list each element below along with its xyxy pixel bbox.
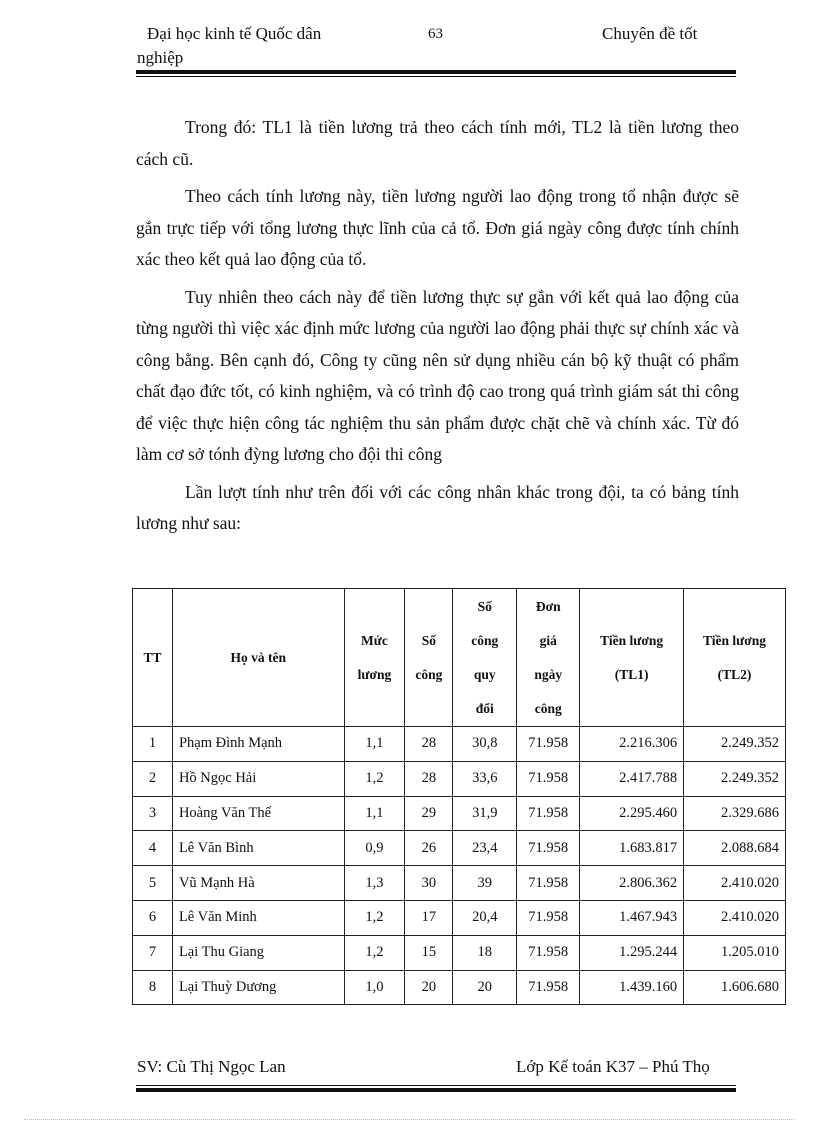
header-line: (TL2) xyxy=(717,666,752,682)
col-header-tl2 xyxy=(684,589,786,727)
cell-so-cong: 29 xyxy=(405,796,453,831)
paragraph: Theo cách tính lương này, tiền lương người lao động trong tổ nhận được sẽ gắn trực tiếp với tổng lương thực lĩnh của cả tổ. Đơn giá ngày công được tính chính xác theo kết quả lao động của tổ. xyxy=(136,186,739,269)
cell-tt: 5 xyxy=(133,866,173,901)
cell-muc-luong: 1,2 xyxy=(344,900,405,935)
cell-don-gia: 71.958 xyxy=(517,796,580,831)
cell-tl2: 2.410.020 xyxy=(684,900,786,935)
cell-tt: 1 xyxy=(133,727,173,762)
cell-tt: 8 xyxy=(133,970,173,1005)
header-line: công xyxy=(415,666,443,682)
footer-divider-thin xyxy=(136,1085,736,1086)
cell-so-cong: 17 xyxy=(405,900,453,935)
table-row xyxy=(133,727,786,762)
body-text xyxy=(136,112,739,546)
cell-tt: 7 xyxy=(133,935,173,970)
cell-name: Lê Văn Minh xyxy=(172,900,344,935)
header-line: quy xyxy=(473,666,496,682)
paragraph: Lần lượt tính như trên đối với các công nhân khác trong đội, ta có bảng tính lương như sau: xyxy=(136,481,739,533)
cell-name: Lại Thu Giang xyxy=(172,935,344,970)
cell-so-cong: 20 xyxy=(405,970,453,1005)
col-header-name: Họ và tên xyxy=(172,589,344,727)
cell-quy-doi: 39 xyxy=(453,866,517,901)
cell-quy-doi: 20,4 xyxy=(453,900,517,935)
cell-so-cong: 26 xyxy=(405,831,453,866)
cell-name: Lê Văn Bình xyxy=(172,831,344,866)
cell-tl2: 1.606.680 xyxy=(684,970,786,1005)
cell-name: Hồ Ngọc Hải xyxy=(172,761,344,796)
cell-tl2: 2.249.352 xyxy=(684,727,786,762)
cell-don-gia: 71.958 xyxy=(517,831,580,866)
header-line: Tiền lương xyxy=(703,632,767,648)
cell-quy-doi: 31,9 xyxy=(453,796,517,831)
cell-tt: 3 xyxy=(133,796,173,831)
cell-tl1: 2.216.306 xyxy=(580,727,684,762)
col-header-don-gia xyxy=(517,589,580,727)
cell-don-gia: 71.958 xyxy=(517,970,580,1005)
cell-tl1: 1.295.244 xyxy=(580,935,684,970)
header-thesis-type: Chuyên đề tốt xyxy=(602,24,698,43)
header-line: Số xyxy=(477,598,492,614)
cell-tl2: 2.410.020 xyxy=(684,866,786,901)
col-header-tt: TT xyxy=(133,589,173,727)
cell-don-gia: 71.958 xyxy=(517,761,580,796)
cell-tl1: 2.295.460 xyxy=(580,796,684,831)
header-line: (TL1) xyxy=(614,666,649,682)
header-line: Mức xyxy=(361,632,388,648)
table-row xyxy=(133,761,786,796)
header-line: đổi xyxy=(475,700,494,716)
header-university-cont: nghiệp xyxy=(137,48,184,67)
cell-name: Lại Thuỳ Dương xyxy=(172,970,344,1005)
cell-name: Vũ Mạnh Hà xyxy=(172,866,344,901)
table-header-row xyxy=(133,589,786,727)
header-line: ngày xyxy=(534,666,563,682)
cell-muc-luong: 1,0 xyxy=(344,970,405,1005)
cell-so-cong: 28 xyxy=(405,727,453,762)
header-left xyxy=(137,22,377,70)
table-row xyxy=(133,866,786,901)
cell-quy-doi: 20 xyxy=(453,970,517,1005)
header-line: công xyxy=(534,700,562,716)
header-line: lương xyxy=(357,666,392,682)
footer-student: SV: Cù Thị Ngọc Lan xyxy=(137,1057,286,1076)
cell-tt: 2 xyxy=(133,761,173,796)
footer-class: Lớp Kế toán K37 – Phú Thọ xyxy=(516,1057,710,1076)
cell-tl1: 1.683.817 xyxy=(580,831,684,866)
table-row xyxy=(133,970,786,1005)
cell-tl2: 2.329.686 xyxy=(684,796,786,831)
cell-don-gia: 71.958 xyxy=(517,727,580,762)
table-row xyxy=(133,900,786,935)
cell-muc-luong: 1,3 xyxy=(344,866,405,901)
header-line: công xyxy=(471,632,499,648)
table-row xyxy=(133,935,786,970)
cell-don-gia: 71.958 xyxy=(517,935,580,970)
col-header-so-cong-quy-doi xyxy=(453,589,517,727)
cell-tt: 4 xyxy=(133,831,173,866)
header-line: giá xyxy=(539,632,557,648)
cell-tl1: 1.439.160 xyxy=(580,970,684,1005)
header-divider xyxy=(136,70,736,74)
cell-name: Phạm Đình Mạnh xyxy=(172,727,344,762)
paragraph: Tuy nhiên theo cách này để tiền lương thực sự gắn với kết quả lao động của từng người thì việc xác định mức lương của người lao động phải thực sự chính xác và công bằng. Bên cạnh đó, Công ty cũng nên sử dụng nhiều cán bộ kỹ thuật có phẩm chất đạo đức tốt, có kinh nghiệm, và có trình độ cao trong quá trình giám sát thi công để việc thực hiện công tác nghiệm thu sản phẩm được chặt chẽ và chính xác. Từ đó làm cơ sở tónh đỳng lương cho đội thi công xyxy=(136,286,739,464)
cell-muc-luong: 1,1 xyxy=(344,727,405,762)
header-line: Tiền lương xyxy=(600,632,664,648)
cell-don-gia: 71.958 xyxy=(517,866,580,901)
footer-divider xyxy=(136,1088,736,1092)
cell-tl1: 2.417.788 xyxy=(580,761,684,796)
cell-tl1: 1.467.943 xyxy=(580,900,684,935)
cell-muc-luong: 0,9 xyxy=(344,831,405,866)
cell-muc-luong: 1,2 xyxy=(344,935,405,970)
cell-quy-doi: 30,8 xyxy=(453,727,517,762)
table-row xyxy=(133,796,786,831)
header-line: Đơn xyxy=(535,598,561,614)
header-university: Đại học kinh tế Quốc dân xyxy=(147,24,322,43)
cell-so-cong: 30 xyxy=(405,866,453,901)
col-header-so-cong xyxy=(405,589,453,727)
cell-tl2: 2.249.352 xyxy=(684,761,786,796)
paragraph: Trong đó: TL1 là tiền lương trả theo cách tính mới, TL2 là tiền lương theo cách cũ. xyxy=(136,117,739,169)
cell-so-cong: 15 xyxy=(405,935,453,970)
cell-quy-doi: 18 xyxy=(453,935,517,970)
cell-quy-doi: 33,6 xyxy=(453,761,517,796)
cell-quy-doi: 23,4 xyxy=(453,831,517,866)
page-edge-dots xyxy=(24,1119,794,1120)
page-number: 63 xyxy=(428,26,443,42)
cell-tt: 6 xyxy=(133,900,173,935)
cell-don-gia: 71.958 xyxy=(517,900,580,935)
col-header-muc-luong xyxy=(344,589,405,727)
cell-name: Hoàng Văn Thế xyxy=(172,796,344,831)
header-line: Số xyxy=(421,632,436,648)
col-header-tl1 xyxy=(580,589,684,727)
table-row xyxy=(133,831,786,866)
cell-muc-luong: 1,2 xyxy=(344,761,405,796)
header-divider-thin xyxy=(136,76,736,77)
cell-tl2: 1.205.010 xyxy=(684,935,786,970)
cell-tl1: 2.806.362 xyxy=(580,866,684,901)
cell-muc-luong: 1,1 xyxy=(344,796,405,831)
wage-table xyxy=(132,588,786,1005)
cell-tl2: 2.088.684 xyxy=(684,831,786,866)
cell-so-cong: 28 xyxy=(405,761,453,796)
